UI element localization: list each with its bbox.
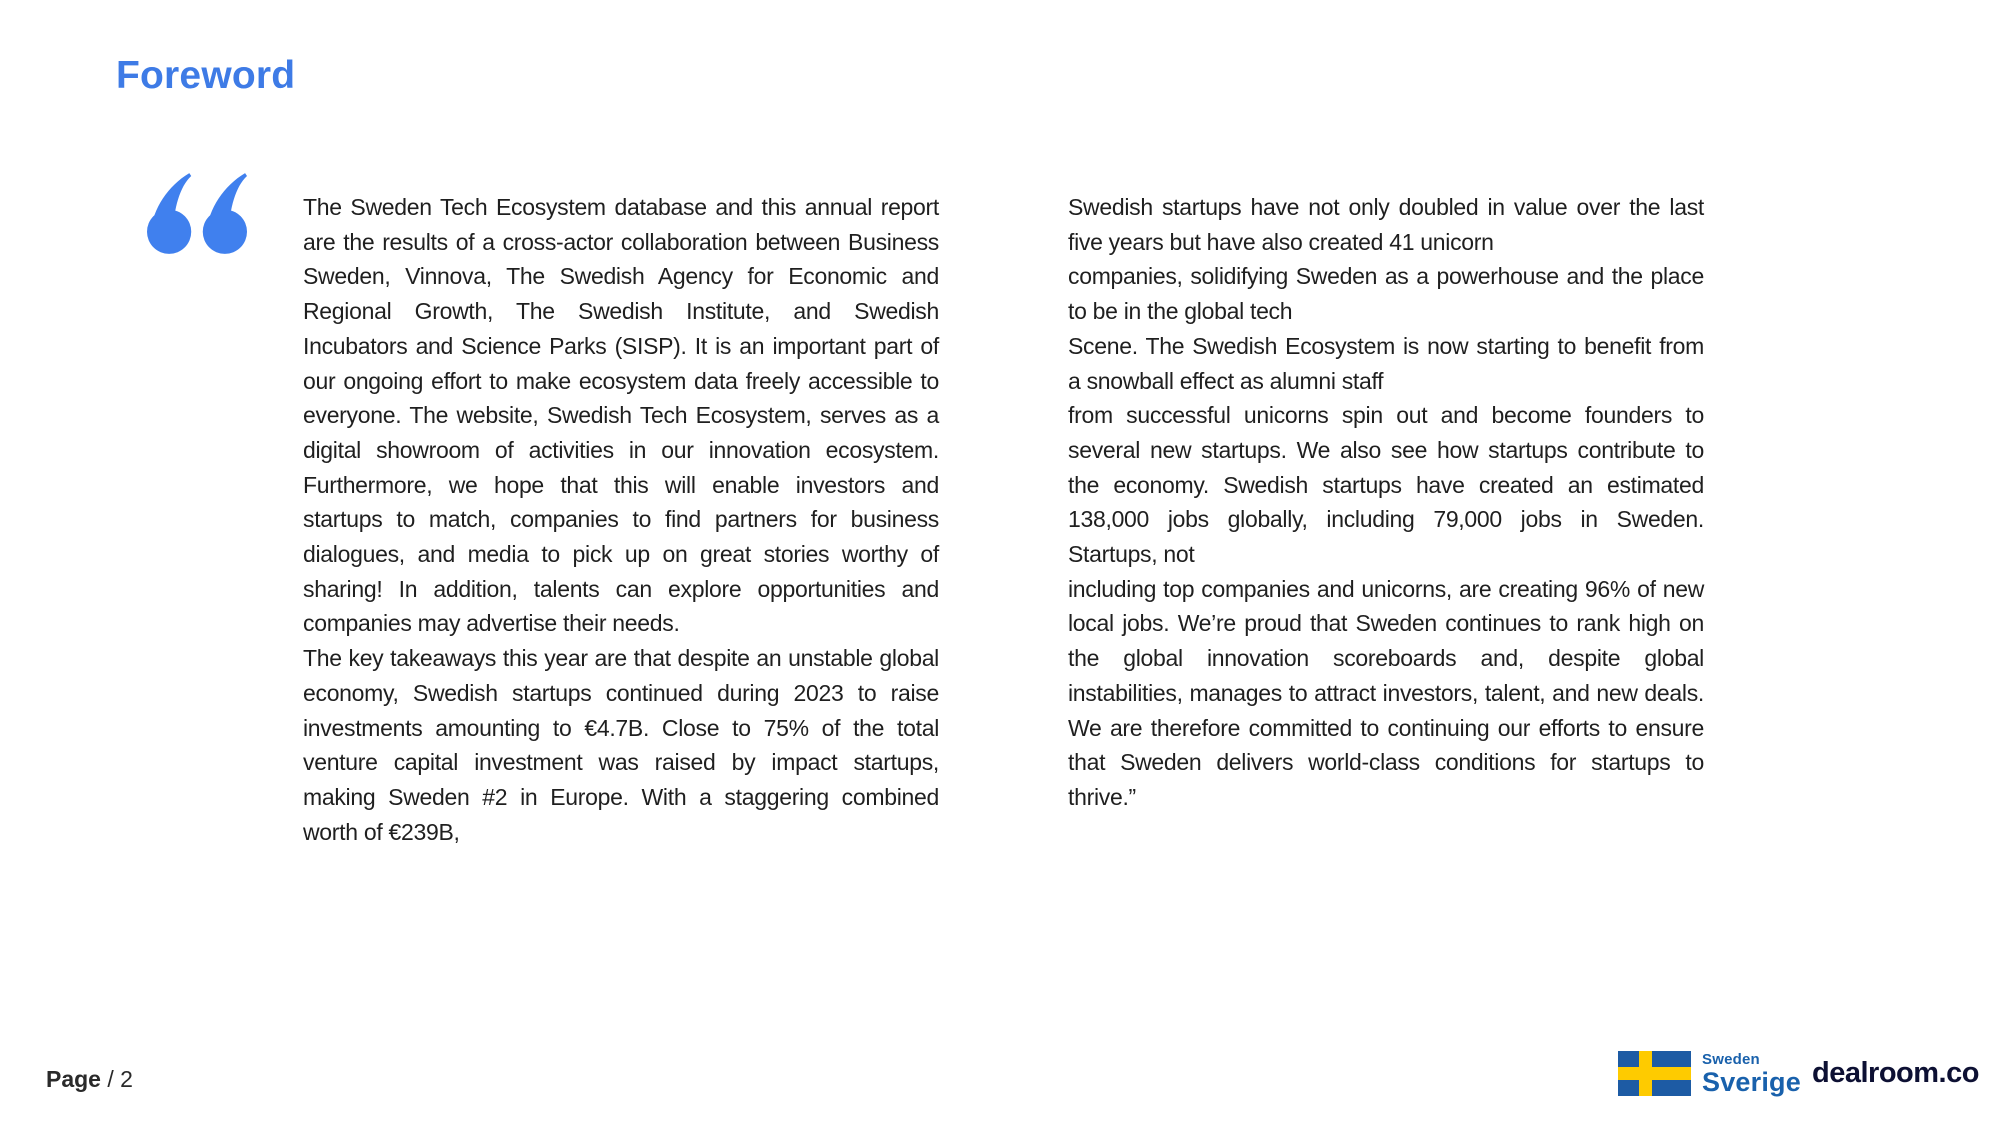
quote-paragraph: The key takeaways this year are that despite an unstable global economy, Swedish startups continued during 2023 to raise investments amounting to €4.7B. Close to 75% of the total venture capital investment was raised by impact startups, making Sweden #2 in Europe. With a staggering combined worth of €239B,: [303, 645, 939, 845]
page-number: [46, 1066, 133, 1093]
quote-paragraph: companies, solidifying Sweden as a powerhouse and the place to be in the global tech: [1068, 263, 1704, 325]
sweden-sverige-logo: [1618, 1051, 1801, 1097]
page-title: Foreword: [116, 54, 296, 97]
quote-column-right: [1068, 190, 1704, 815]
quote-paragraph: Scene. The Swedish Ecosystem is now starting to benefit from a snowball effect as alumni staff: [1068, 332, 1704, 394]
dealroom-logo: dealroom.co: [1812, 1057, 1979, 1089]
sweden-logo-line2: Sverige: [1702, 1067, 1801, 1097]
open-double-quote-icon: [147, 173, 247, 254]
sweden-logo-line1: Sweden: [1702, 1051, 1760, 1068]
sweden-logo-text: [1702, 1051, 1801, 1097]
sweden-flag-icon: [1618, 1051, 1691, 1096]
quote-paragraph: from successful unicorns spin out and become founders to several new startups. We also see how startups contribute to the economy. Swedish startups have created an estimated 138,000 jobs globally, including 79,000 jobs in Sweden. Startups, not: [1068, 402, 1704, 568]
quote-paragraph: The Sweden Tech Ecosystem database and this annual report are the results of a cross-actor collaboration between Business Sweden, Vinnova, The Swedish Agency for Economic and Regional Growth, The Swedish Institute, and Swedish Incubators and Science Parks (SISP). It is an important part of our ongoing effort to make ecosystem data freely accessible to everyone. The website, Swedish Tech Ecosystem, serves as a digital showroom of activities in our innovation ecosystem. Furthermore, we hope that this will enable investors and startups to match, companies to find partners for business dialogues, and media to pick up on great stories worthy of sharing! In addition, talents can explore opportunities and companies may advertise their needs.: [303, 194, 939, 637]
page-number-label: Page: [46, 1066, 101, 1092]
quote-paragraph: Swedish startups have not only doubled in value over the last five years but have also created 41 unicorn: [1068, 194, 1704, 255]
quote-column-left: [303, 190, 939, 849]
page-number-value: / 2: [100, 1066, 133, 1092]
flag-cross-horizontal: [1618, 1067, 1691, 1080]
quote-paragraph: including top companies and unicorns, are creating 96% of new local jobs. We’re proud that Sweden continues to rank high on the global innovation scoreboards and, despite global instabilities, manages to attract investors, talent, and new deals. We are therefore committed to continuing our efforts to ensure that Sweden delivers world-class conditions for startups to thrive.”: [1068, 575, 1704, 810]
